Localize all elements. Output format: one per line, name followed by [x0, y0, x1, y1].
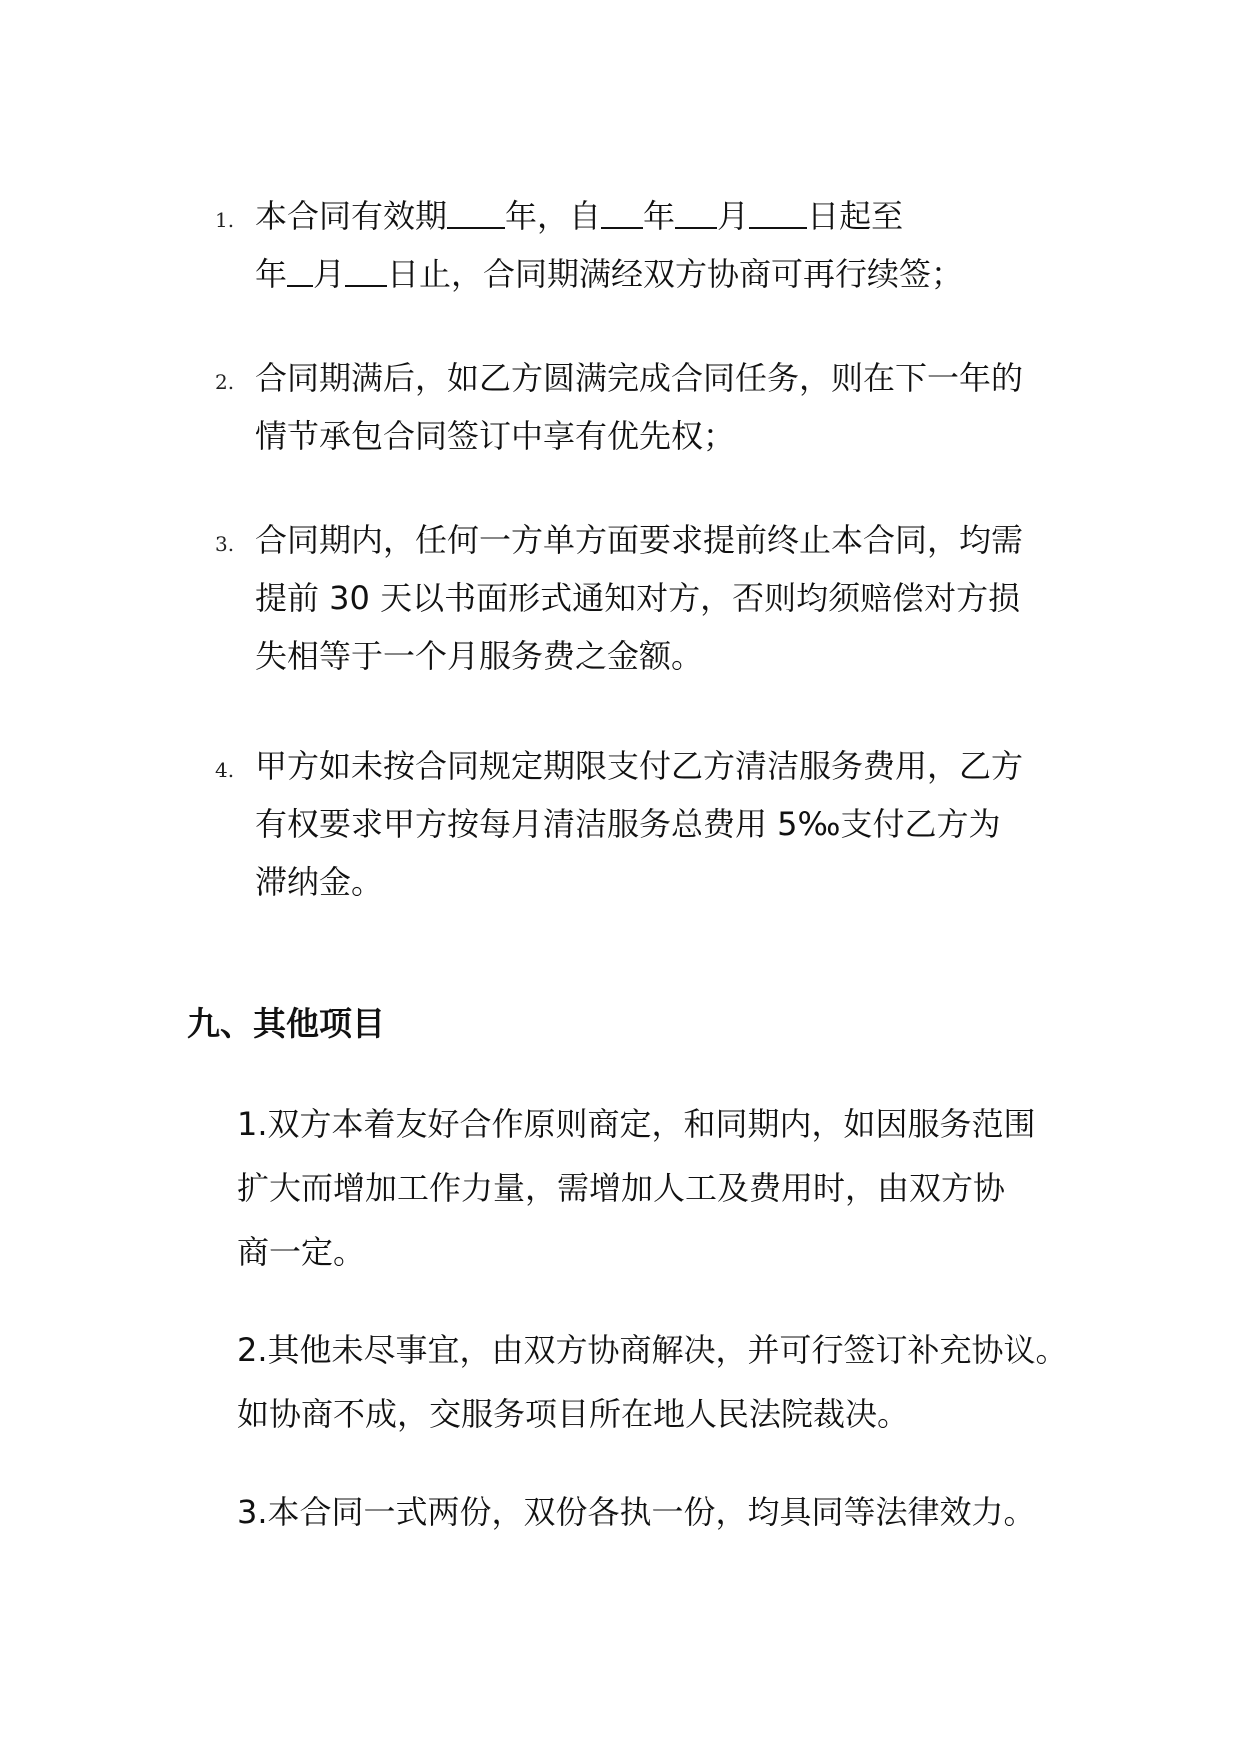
list-item-line: 年 月 日止，合同期满经双方协商可再行续签；	[255, 255, 964, 293]
list-item-line: 甲方如未按合同规定期限支付乙方清洁服务费用，乙方	[255, 747, 1024, 785]
paragraph-line: 1.双方本着友好合作原则商定，和同期内，如因服务范围	[237, 1105, 1036, 1143]
list-item-line: 有权要求甲方按每月清洁服务总费用 5‰支付乙方为	[255, 805, 1001, 843]
list-item-line: 合同期满后，如乙方圆满完成合同任务，则在下一年的	[255, 359, 1024, 397]
paragraph-line: 如协商不成，交服务项目所在地人民法院裁决。	[237, 1395, 910, 1433]
blank-field	[749, 197, 807, 229]
section-heading: 九、其他项目	[187, 1004, 385, 1043]
list-item-line: 滞纳金。	[255, 863, 384, 901]
list-item-number: 1.	[215, 208, 235, 232]
blank-field	[345, 255, 387, 287]
list-item-number: 2.	[215, 370, 235, 394]
list-item-line: 情节承包合同签订中享有优先权；	[255, 417, 736, 455]
paragraph-line: 商一定。	[237, 1233, 366, 1271]
blank-field	[601, 197, 643, 229]
paragraph-line: 3.本合同一式两份，双份各执一份，均具同等法律效力。	[237, 1493, 1036, 1531]
list-item-number: 4.	[215, 758, 235, 782]
paragraph-line: 扩大而增加工作力量，需增加人工及费用时，由双方协	[237, 1169, 1006, 1207]
blank-field	[675, 197, 717, 229]
list-item-line: 合同期内，任何一方单方面要求提前终止本合同，均需	[255, 521, 1024, 559]
list-item-line: 提前 30 天以书面形式通知对方，否则均须赔偿对方损	[255, 579, 1021, 617]
list-item-line: 失相等于一个月服务费之金额。	[255, 637, 704, 675]
blank-field	[287, 255, 313, 287]
list-item-line: 本合同有效期 年，自 年 月 日起至	[255, 197, 904, 235]
paragraph-line: 2.其他未尽事宜，由双方协商解决，并可行签订补充协议。	[237, 1331, 1068, 1369]
blank-field	[447, 197, 505, 229]
list-item-number: 3.	[215, 532, 235, 556]
